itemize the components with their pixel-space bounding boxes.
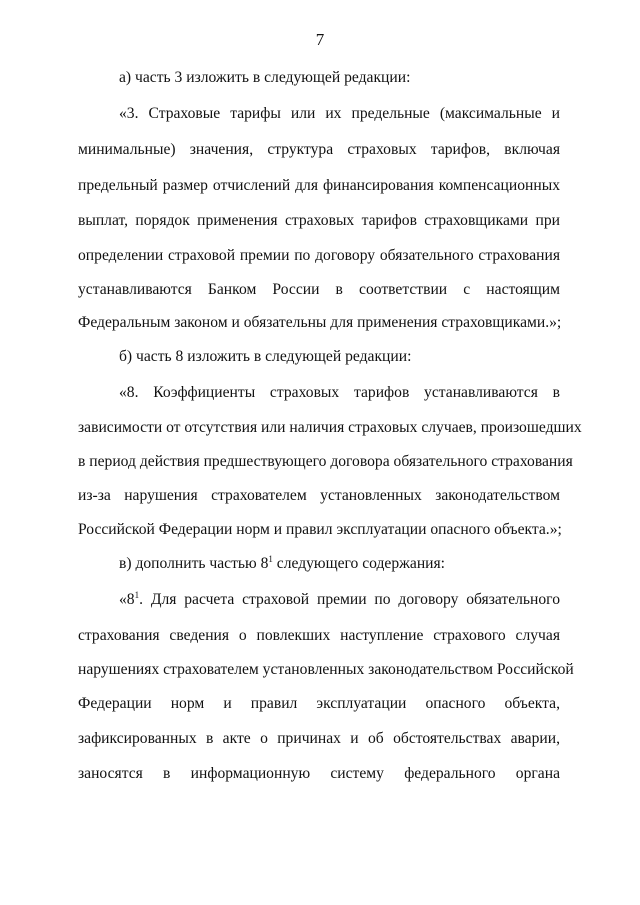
superscript: 1 — [134, 590, 140, 600]
text-line: выплат, порядок применения страховых тарифов страховщиками при — [78, 212, 560, 229]
text-line: нарушениях страхователем установленных законодательством Российской — [78, 661, 574, 678]
text-line: Российской Федерации норм и правил эксплуатации опасного объекта.»; — [78, 521, 562, 538]
text-line: минимальные) значения, структура страховых тарифов, включая — [78, 141, 560, 158]
text-line: устанавливаются Банком России в соответствии с настоящим — [78, 281, 560, 298]
text-line: б) часть 8 изложить в следующей редакции: — [119, 348, 412, 365]
text-fragment: «8 — [119, 591, 135, 608]
text-fragment: следующего содержания: — [272, 555, 446, 572]
text-line: «3. Страховые тарифы или их предельные (максимальные и — [119, 105, 560, 122]
text-fragment: . Для расчета страховой премии по договору обязательного — [139, 591, 560, 608]
text-line: зафиксированных в акте о причинах и об обстоятельствах аварии, — [78, 730, 560, 747]
text-line — [119, 590, 560, 610]
text-line — [119, 554, 560, 574]
text-line: из-за нарушения страхователем установленных законодательством — [78, 487, 560, 504]
text-fragment: в) дополнить частью 8 — [119, 555, 269, 572]
text-line: заносятся в информационную систему федерального органа — [78, 765, 560, 782]
text-line: Федеральным законом и обязательны для применения страховщиками.»; — [78, 314, 562, 331]
superscript: 1 — [268, 554, 273, 564]
text-line: определении страховой премии по договору обязательного страхования — [78, 247, 560, 264]
text-line: «8. Коэффициенты страховых тарифов устанавливаются в — [119, 384, 560, 401]
text-line: предельный размер отчислений для финансирования компенсационных — [78, 177, 560, 194]
text-line: в период действия предшествующего договора обязательного страхования — [78, 453, 573, 470]
text-line: Федерации норм и правил эксплуатации опасного объекта, — [78, 695, 560, 712]
text-line: зависимости от отсутствия или наличия страховых случаев, произошедших — [78, 419, 582, 436]
text-line: а) часть 3 изложить в следующей редакции: — [119, 69, 411, 86]
text-line: страхования сведения о повлекших наступление страхового случая — [78, 627, 560, 644]
page-number: 7 — [315, 30, 325, 49]
